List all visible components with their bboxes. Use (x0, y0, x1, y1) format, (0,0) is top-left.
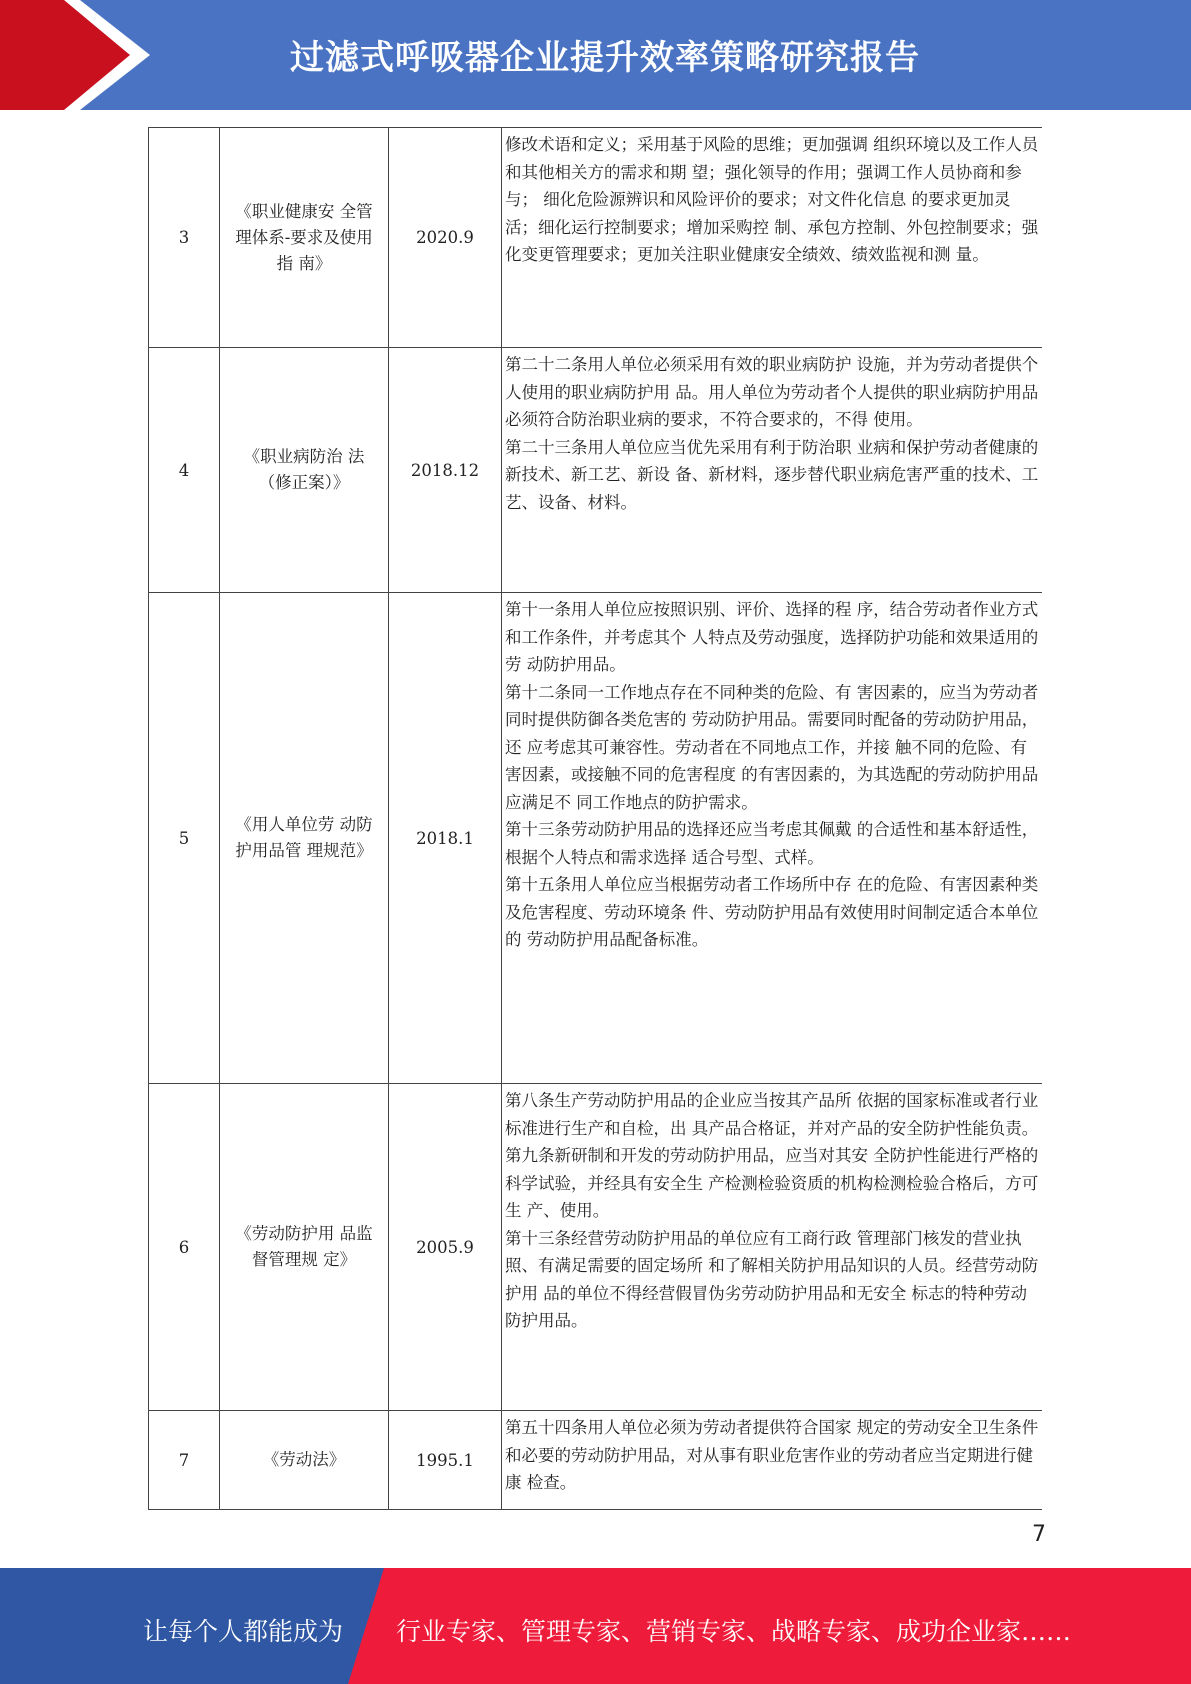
page-footer (0, 1568, 1191, 1684)
text-paragraph: 第十三条经营劳动防护用品的单位应有工商行政 管理部门核发的营业执照、有满足需要的固定场所 和了解相关防护用品知识的人员。经营劳动防护用 品的单位不得经营假冒伪劣劳动防护用品和无安全 标志的特种劳动防护用品。 (505, 1228, 1039, 1330)
regulation-title: 《用人单位劳 动防护用品管 理规范》 (220, 593, 389, 1084)
regulation-title: 《劳动法》 (220, 1411, 389, 1510)
report-title: 过滤式呼吸器企业提升效率策略研究报告 (290, 38, 920, 78)
table-row (149, 1411, 1042, 1510)
regulation-title: 《职业病防治 法（修正案）》 (220, 348, 389, 593)
footer-slogan-left: 让每个人都能成为 (143, 1617, 344, 1646)
table-row (149, 128, 1042, 348)
row-number: 3 (149, 128, 220, 348)
regulation-date: 1995.1 (389, 1411, 502, 1510)
regulation-text (502, 348, 1042, 593)
regulation-text (502, 128, 1042, 348)
regulation-title: 《劳动防护用 品监督管理规 定》 (220, 1084, 389, 1411)
text-paragraph: 第二十二条用人单位必须采用有效的职业病防护 设施，并为劳动者提供个人使用的职业病防护用 品。用人单位为劳动者个人提供的职业病防护用品 必须符合防治职业病的要求，不符合要求的，不得 使用。 (505, 355, 1039, 429)
row-number: 4 (149, 348, 220, 593)
regulation-title: 《职业健康安 全管理体系-要求及使用指 南》 (220, 128, 389, 348)
footer-slogan-right: 行业专家、管理专家、营销专家、战略专家、成功企业家…… (396, 1617, 1072, 1646)
chevron-arrow-icon (0, 0, 160, 110)
regulation-text (502, 1411, 1042, 1510)
regulation-date: 2018.12 (389, 348, 502, 593)
text-paragraph: 第二十三条用人单位应当优先采用有利于防治职 业病和保护劳动者健康的新技术、新工艺、新设 备、新材料，逐步替代职业病危害严重的技术、工 艺、设备、材料。 (505, 437, 1039, 512)
row-number: 5 (149, 593, 220, 1084)
text-paragraph: 第十二条同一工作地点存在不同种类的危险、有 害因素的，应当为劳动者同时提供防御各类危害的 劳动防护用品。需要同时配备的劳动防护用品，还 应考虑其可兼容性。劳动者在不同地点工作，并接 触不同的危险、有害因素，或接触不同的危害程度 的有害因素的，为其选配的劳动防护用品应满足不 同工作地点的防护需求。 (505, 682, 1039, 812)
text-paragraph: 第十三条劳动防护用品的选择还应当考虑其佩戴 的合适性和基本舒适性，根据个人特点和需求选择 适合号型、式样。 (505, 820, 1039, 867)
regulation-text (502, 593, 1042, 1084)
page-number: 7 (1032, 1522, 1046, 1547)
table-row (149, 593, 1042, 1084)
regulations-table (148, 127, 1042, 1510)
text-paragraph: 第十五条用人单位应当根据劳动者工作场所中存 在的危险、有害因素种类及危害程度、劳动环境条 件、劳动防护用品有效使用时间制定适合本单位的 劳动防护用品配备标准。 (505, 875, 1039, 949)
regulation-date: 2018.1 (389, 593, 502, 1084)
regulation-date: 2020.9 (389, 128, 502, 348)
table-row (149, 348, 1042, 593)
row-number: 7 (149, 1411, 220, 1510)
text-paragraph: 第十一条用人单位应按照识别、评价、选择的程 序，结合劳动者作业方式和工作条件，并考虑其个 人特点及劳动强度，选择防护功能和效果适用的劳 动防护用品。 (505, 600, 1039, 674)
text-paragraph: 第五十四条用人单位必须为劳动者提供符合国家 规定的劳动安全卫生条件和必要的劳动防护用品，对从事有职业危害作业的劳动者应当定期进行健康 检查。 (505, 1418, 1039, 1492)
regulation-text (502, 1084, 1042, 1411)
regulation-date: 2005.9 (389, 1084, 502, 1411)
page-header (0, 0, 1191, 110)
text-paragraph: 修改术语和定义；采用基于风险的思维；更加强调 组织环境以及工作人员和其他相关方的需求和期 望；强化领导的作用；强调工作人员协商和参与； 细化危险源辨识和风险评价的要求；对文件化信息 的要求更加灵活；细化运行控制要求；增加采购控 制、承包方控制、外包控制要求；强化变更管理要求；更加关注职业健康安全绩效、绩效监视和测 量。 (505, 135, 1039, 264)
table-row (149, 1084, 1042, 1411)
text-paragraph: 第八条生产劳动防护用品的企业应当按其产品所 依据的国家标准或者行业标准进行生产和自检，出 具产品合格证，并对产品的安全防护性能负责。 第九条新研制和开发的劳动防护用品，应当对其安 全防护性能进行严格的科学试验，并经具有安全生 产检测检验资质的机构检测检验合格后，方可生 产、使用。 (505, 1091, 1039, 1220)
row-number: 6 (149, 1084, 220, 1411)
